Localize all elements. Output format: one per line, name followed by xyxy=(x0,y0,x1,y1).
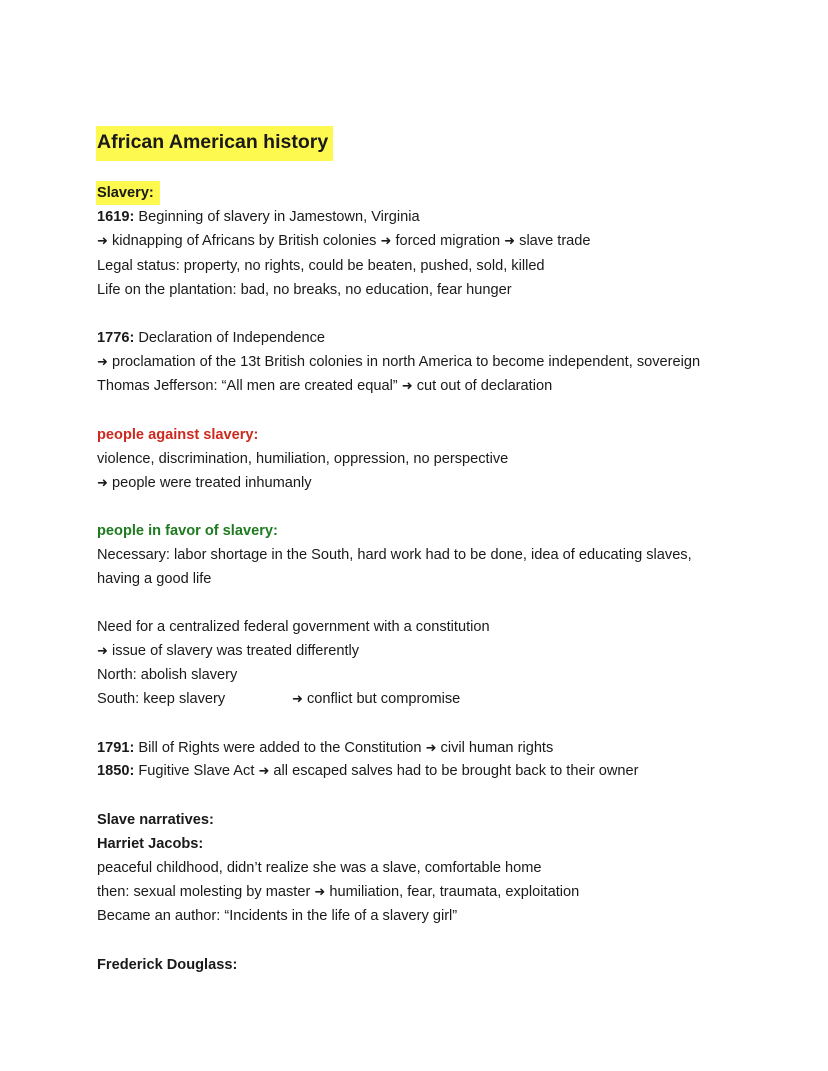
south-line xyxy=(97,689,461,709)
plantation-line: Life on the plantation: bad, no breaks, no education, fear hunger xyxy=(97,282,512,298)
slave-trade-text: slave trade xyxy=(519,233,591,249)
bill-of-rights-line xyxy=(97,738,553,759)
jacobs-heading: Harriet Jacobs: xyxy=(97,836,204,852)
humiliation-text: humiliation, fear, traumata, exploitation xyxy=(329,884,580,900)
arrow-icon: ➜ xyxy=(425,741,437,756)
year-1619: 1619: xyxy=(97,209,135,225)
arrow-icon: ➜ xyxy=(97,355,108,370)
fugitive-slave-text: Fugitive Slave Act xyxy=(134,763,255,779)
independence-text: Declaration of Independence xyxy=(134,330,325,346)
forced-migration-text: forced migration xyxy=(395,233,501,249)
slavery-heading-text: Slavery: xyxy=(96,181,160,205)
slavery-line-kidnapping xyxy=(97,231,591,252)
against-line-1: violence, discrimination, humiliation, oppression, no perspective xyxy=(97,451,509,467)
jefferson-quote: Thomas Jefferson: “All men are created equal” xyxy=(97,378,398,394)
federal-line-2 xyxy=(97,641,359,662)
against-heading: people against slavery: xyxy=(97,427,259,443)
douglass-heading: Frederick Douglass: xyxy=(97,957,238,973)
arrow-icon: ➜ xyxy=(401,379,413,394)
issue-text: issue of slavery was treated differently xyxy=(111,643,360,659)
against-line-2 xyxy=(97,473,312,494)
molesting-text: then: sexual molesting by master xyxy=(97,884,311,900)
compromise-group xyxy=(292,689,460,710)
compromise-text: conflict but compromise xyxy=(306,691,461,707)
arrow-icon: ➜ xyxy=(97,476,108,491)
kidnapping-text: kidnapping of Africans by British colonies xyxy=(111,233,377,249)
favor-heading: people in favor of slavery: xyxy=(97,523,278,539)
proclamation-text: proclamation of the 13t British colonies in north America to become independent, sovereign xyxy=(111,354,701,370)
jefferson-line xyxy=(97,376,552,397)
escaped-slaves-text: all escaped salves had to be brought back to their owner xyxy=(273,763,639,779)
slavery-line-1619 xyxy=(97,207,420,227)
south-text: South: keep slavery xyxy=(97,691,226,707)
bill-of-rights-text: Bill of Rights were added to the Constitution xyxy=(134,740,422,756)
civil-rights-text: civil human rights xyxy=(440,740,554,756)
narratives-heading: Slave narratives: xyxy=(97,812,214,828)
proclamation-line xyxy=(97,352,700,373)
inhumanly-text: people were treated inhumanly xyxy=(111,475,312,491)
fugitive-slave-line xyxy=(97,761,639,782)
north-line: North: abolish slavery xyxy=(97,667,238,683)
arrow-icon: ➜ xyxy=(504,234,516,249)
year-1791: 1791: xyxy=(97,740,135,756)
cut-out-text: cut out of declaration xyxy=(416,378,553,394)
jacobs-line-3: Became an author: “Incidents in the life of a slavery girl” xyxy=(97,908,458,924)
year-1776: 1776: xyxy=(97,330,135,346)
year-1850: 1850: xyxy=(97,763,135,779)
jacobs-line-2 xyxy=(97,882,579,903)
federal-line-1: Need for a centralized federal government with a constitution xyxy=(97,619,490,635)
legal-status-line: Legal status: property, no rights, could be beaten, pushed, sold, killed xyxy=(97,258,545,274)
slavery-1619-text: Beginning of slavery in Jamestown, Virginia xyxy=(134,209,420,225)
arrow-icon: ➜ xyxy=(292,692,303,707)
arrow-icon: ➜ xyxy=(314,885,326,900)
favor-line-1: Necessary: labor shortage in the South, hard work had to be done, idea of educating slaves, xyxy=(97,547,692,563)
arrow-icon: ➜ xyxy=(380,234,392,249)
page-title: African American history xyxy=(96,126,333,161)
arrow-icon: ➜ xyxy=(258,764,270,779)
arrow-icon: ➜ xyxy=(97,644,108,659)
arrow-icon: ➜ xyxy=(97,234,108,249)
jacobs-line-1: peaceful childhood, didn’t realize she was a slave, comfortable home xyxy=(97,860,542,876)
favor-line-2: having a good life xyxy=(97,571,212,587)
slavery-heading xyxy=(97,183,160,203)
independence-line xyxy=(97,328,325,348)
